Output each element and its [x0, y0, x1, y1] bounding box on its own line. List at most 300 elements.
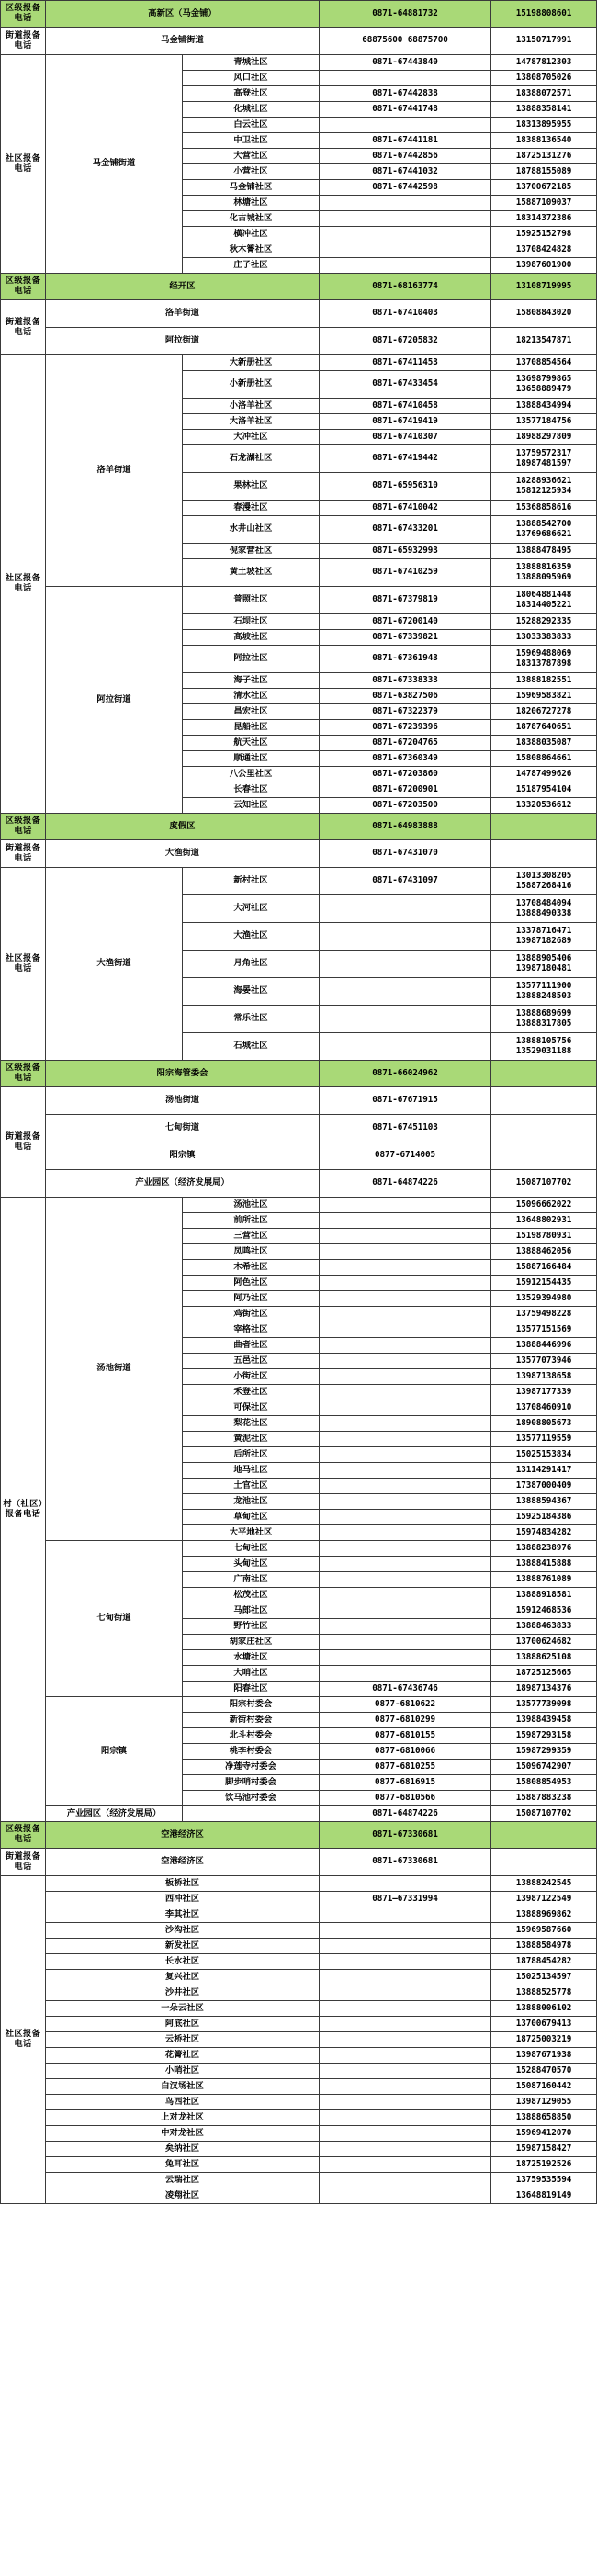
- community-mobile: 18388072571: [491, 86, 597, 102]
- street-row: [1, 328, 597, 355]
- community-name: 春漫社区: [183, 501, 320, 516]
- community-name: 土官社区: [183, 1479, 320, 1494]
- community-level-label: 村（社区）报备电话: [1, 1198, 46, 1822]
- community-tel: [320, 2126, 491, 2142]
- community-mobile: 13759498228: [491, 1307, 597, 1322]
- community-name: 禾登社区: [183, 1385, 320, 1400]
- community-tel: [320, 118, 491, 133]
- community-tel: [320, 1650, 491, 1666]
- community-name: 云瑞社区: [46, 2173, 320, 2188]
- community-mobile: 13888462056: [491, 1244, 597, 1260]
- community-name: 石坝社区: [183, 614, 320, 630]
- community-name: 鸡街社区: [183, 1307, 320, 1322]
- community-mobile: 13888446996: [491, 1338, 597, 1354]
- community-mobile: 18988297809: [491, 430, 597, 445]
- community-name: 李其社区: [46, 1907, 320, 1923]
- community-tel: [320, 1463, 491, 1479]
- community-name: 黄土坡社区: [183, 559, 320, 587]
- community-mobile: 15087160442: [491, 2079, 597, 2095]
- community-row: [1, 2142, 597, 2157]
- community-tel: [320, 1525, 491, 1541]
- community-tel: 0871-67410042: [320, 501, 491, 516]
- community-tel: [320, 1244, 491, 1260]
- street-name: 阳宗镇: [46, 1142, 320, 1170]
- community-row: [1, 2032, 597, 2048]
- community-tel: 0871-67200140: [320, 614, 491, 630]
- community-tel: 0871-67431097: [320, 868, 491, 895]
- community-tel: [320, 1939, 491, 1954]
- community-tel: [320, 2079, 491, 2095]
- community-mobile: 13700679413: [491, 2017, 597, 2032]
- community-mobile: 13888434994: [491, 399, 597, 414]
- street-tel: 0871-67451103: [320, 1115, 491, 1142]
- street-level-label: 街道报备电话: [1, 1849, 46, 1876]
- community-mobile: 13988439458: [491, 1713, 597, 1728]
- street-name: 汤池街道: [46, 1087, 320, 1115]
- community-mobile: 15887109037: [491, 196, 597, 211]
- street-name: 大渔街道: [46, 840, 320, 868]
- community-mobile: 15808864661: [491, 751, 597, 767]
- district-level-label: 区级报备电话: [1, 274, 46, 300]
- community-tel: [320, 1479, 491, 1494]
- community-mobile: 13577184756: [491, 414, 597, 430]
- community-name: 长春社区: [183, 782, 320, 798]
- community-tel: [320, 2157, 491, 2173]
- community-name: 西冲社区: [46, 1892, 320, 1907]
- community-name: 兔耳社区: [46, 2157, 320, 2173]
- community-name: 小营社区: [183, 164, 320, 180]
- community-name: 北斗村委会: [183, 1728, 320, 1744]
- community-mobile: 13577119559: [491, 1432, 597, 1447]
- community-tel: [320, 1385, 491, 1400]
- community-mobile: 15987299359: [491, 1744, 597, 1760]
- street-mobile: [491, 1115, 597, 1142]
- street-group-name: 马金铺街道: [46, 55, 183, 274]
- community-tel: [320, 1276, 491, 1291]
- community-tel: [320, 2173, 491, 2188]
- community-mobile: 13888525778: [491, 1985, 597, 2001]
- district-level-label: 区级报备电话: [1, 814, 46, 840]
- community-name: 小新册社区: [183, 371, 320, 399]
- community-mobile: 13888658850: [491, 2110, 597, 2126]
- community-tel: [320, 1260, 491, 1276]
- community-name: 白云社区: [183, 118, 320, 133]
- community-mobile: 13700672185: [491, 180, 597, 196]
- community-row: [1, 2157, 597, 2173]
- community-name: 七甸社区: [183, 1541, 320, 1557]
- community-tel: [320, 1338, 491, 1354]
- community-name: 阿拉社区: [183, 646, 320, 673]
- community-tel: 0871-67204765: [320, 736, 491, 751]
- community-row: [1, 55, 597, 71]
- community-mobile: 13888905406 13987180481: [491, 951, 597, 978]
- community-name: 果林社区: [183, 473, 320, 501]
- community-tel: 0871-67433454: [320, 371, 491, 399]
- community-tel: [320, 1494, 491, 1510]
- community-name: 脚步哨村委会: [183, 1775, 320, 1791]
- community-mobile: 13013308205 15887268416: [491, 868, 597, 895]
- community-name: 凤鸣社区: [183, 1244, 320, 1260]
- community-name: 大哨社区: [183, 1666, 320, 1682]
- street-name: 马金铺街道: [46, 28, 320, 55]
- street-tel: 0877-6714005: [320, 1142, 491, 1170]
- community-tel: [320, 1635, 491, 1650]
- community-mobile: 13987129055: [491, 2095, 597, 2110]
- community-name: 大营社区: [183, 149, 320, 164]
- community-mobile: 15025134597: [491, 1970, 597, 1985]
- community-name: 青城社区: [183, 55, 320, 71]
- community-name: 沙井社区: [46, 1985, 320, 2001]
- community-tel: [320, 196, 491, 211]
- community-mobile: 18725131276: [491, 149, 597, 164]
- community-tel: [320, 242, 491, 258]
- district-mobile: [491, 1061, 597, 1087]
- street-mobile: [491, 1142, 597, 1170]
- community-tel: 0871-67379819: [320, 587, 491, 614]
- community-name: 阿底社区: [46, 2017, 320, 2032]
- community-tel: [320, 1970, 491, 1985]
- community-mobile: 13529394980: [491, 1291, 597, 1307]
- community-name: 月角社区: [183, 951, 320, 978]
- community-mobile: 15288292335: [491, 614, 597, 630]
- community-name: 清水社区: [183, 689, 320, 704]
- community-tel: [320, 2095, 491, 2110]
- community-mobile: 17387000409: [491, 1479, 597, 1494]
- community-tel: 0871-67441032: [320, 164, 491, 180]
- community-tel: [320, 2110, 491, 2126]
- community-tel: 0871-67442856: [320, 149, 491, 164]
- street-group-name: 汤池街道: [46, 1198, 183, 1541]
- community-mobile: 13888689699 13888317805: [491, 1006, 597, 1033]
- district-tel: 0871-64983888: [320, 814, 491, 840]
- community-mobile: 15969583821: [491, 689, 597, 704]
- community-tel: [320, 2001, 491, 2017]
- community-tel: [320, 211, 491, 227]
- community-tel: 0877-6810155: [320, 1728, 491, 1744]
- community-mobile: 14787499626: [491, 767, 597, 782]
- community-mobile: 13698799865 13658889479: [491, 371, 597, 399]
- community-name: 风口社区: [183, 71, 320, 86]
- district-tel: 0871-66024962: [320, 1061, 491, 1087]
- community-name: 龙池社区: [183, 1494, 320, 1510]
- community-mobile: 18908805673: [491, 1416, 597, 1432]
- community-mobile: 18787640651: [491, 720, 597, 736]
- street-tel: 0871-67330681: [320, 1849, 491, 1876]
- community-tel: 0877-6810622: [320, 1697, 491, 1713]
- community-tel: 0871-67361943: [320, 646, 491, 673]
- community-name: 沙沟社区: [46, 1923, 320, 1939]
- community-name: 松茂社区: [183, 1588, 320, 1603]
- community-name: 头甸社区: [183, 1557, 320, 1572]
- community-name: 阿色社区: [183, 1276, 320, 1291]
- community-name: 昌宏社区: [183, 704, 320, 720]
- community-tel: 0871-67441181: [320, 133, 491, 149]
- community-tel: [320, 1557, 491, 1572]
- street-mobile: 15087107702: [491, 1170, 597, 1198]
- district-tel: 0871-67330681: [320, 1822, 491, 1849]
- community-mobile: 13708460910: [491, 1400, 597, 1416]
- street-mobile: 15808843020: [491, 300, 597, 328]
- community-mobile: 13888415888: [491, 1557, 597, 1572]
- district-tel: 0871-68163774: [320, 274, 491, 300]
- district-name: 空港经济区: [46, 1822, 320, 1849]
- community-row: [1, 2064, 597, 2079]
- community-name: 汤池社区: [183, 1198, 320, 1213]
- community-name: 上对龙社区: [46, 2110, 320, 2126]
- street-level-label: 街道报备电话: [1, 840, 46, 868]
- community-tel: [320, 1923, 491, 1939]
- community-name: 庄子社区: [183, 258, 320, 274]
- community-name: 云知社区: [183, 798, 320, 814]
- community-name: 高登社区: [183, 86, 320, 102]
- community-tel: [320, 1876, 491, 1892]
- community-tel: 0871-67203500: [320, 798, 491, 814]
- street-group-name: 产业园区（经济发展局）: [46, 1806, 183, 1822]
- community-mobile: 18388136540: [491, 133, 597, 149]
- community-mobile: 18987134376: [491, 1682, 597, 1697]
- community-name: 横冲社区: [183, 227, 320, 242]
- community-row: [1, 2173, 597, 2188]
- district-header-row: [1, 1, 597, 28]
- street-group-name: 大渔街道: [46, 868, 183, 1061]
- community-tel: 0871-67410458: [320, 399, 491, 414]
- street-group-name: 洛羊街道: [46, 355, 183, 587]
- community-mobile: 15288470570: [491, 2064, 597, 2079]
- district-name: 度假区: [46, 814, 320, 840]
- street-tel: 0871-67671915: [320, 1087, 491, 1115]
- community-tel: 0871-67419419: [320, 414, 491, 430]
- community-name: 饮马池村委会: [183, 1791, 320, 1806]
- community-tel: [320, 2142, 491, 2157]
- community-tel: [320, 1198, 491, 1213]
- street-row: [1, 1170, 597, 1198]
- community-level-label: 社区报备电话: [1, 868, 46, 1061]
- community-name: 矣纳社区: [46, 2142, 320, 2157]
- district-header-row: [1, 1822, 597, 1849]
- community-tel: [320, 1447, 491, 1463]
- community-tel: 0877-6810066: [320, 1744, 491, 1760]
- community-tel: [320, 1432, 491, 1447]
- community-row: [1, 1892, 597, 1907]
- community-name: 大新册社区: [183, 355, 320, 371]
- community-name: 昆船社区: [183, 720, 320, 736]
- community-tel: [320, 1400, 491, 1416]
- community-tel: 0871-67436746: [320, 1682, 491, 1697]
- street-row: [1, 300, 597, 328]
- community-mobile: 13888242545: [491, 1876, 597, 1892]
- community-tel: 0877-6816915: [320, 1775, 491, 1791]
- community-mobile: 18064881448 18314405221: [491, 587, 597, 614]
- community-name: 阳宗村委会: [183, 1697, 320, 1713]
- district-mobile: 15198808601: [491, 1, 597, 28]
- community-name: 凌翔社区: [46, 2188, 320, 2204]
- community-tel: 0871-64874226: [320, 1806, 491, 1822]
- community-name: 净莲寺村委会: [183, 1760, 320, 1775]
- community-mobile: 15187954104: [491, 782, 597, 798]
- community-name: 八公里社区: [183, 767, 320, 782]
- community-name: 航天社区: [183, 736, 320, 751]
- community-name: 常乐社区: [183, 1006, 320, 1033]
- community-tel: 0877-6810566: [320, 1791, 491, 1806]
- district-mobile: 13108719995: [491, 274, 597, 300]
- community-name: 前所社区: [183, 1213, 320, 1229]
- community-name: 地马社区: [183, 1463, 320, 1479]
- community-name: 宰格社区: [183, 1322, 320, 1338]
- community-tel: [320, 951, 491, 978]
- community-mobile: 18725125665: [491, 1666, 597, 1682]
- community-mobile: 15969587660: [491, 1923, 597, 1939]
- community-mobile: 13888625108: [491, 1650, 597, 1666]
- community-tel: 0871-67200901: [320, 782, 491, 798]
- community-name: 倪家营社区: [183, 544, 320, 559]
- district-name: 阳宗海管委会: [46, 1061, 320, 1087]
- community-name: 海晏社区: [183, 978, 320, 1006]
- community-name: 马金铺社区: [183, 180, 320, 196]
- street-tel: 0871-67410403: [320, 300, 491, 328]
- community-name: 三营社区: [183, 1229, 320, 1244]
- community-tel: 0871-67410307: [320, 430, 491, 445]
- community-tel: 0871-67442598: [320, 180, 491, 196]
- street-level-label: 街道报备电话: [1, 300, 46, 355]
- community-name: 阳春社区: [183, 1682, 320, 1697]
- community-level-label: 社区报备电话: [1, 55, 46, 274]
- community-mobile: 13759572317 18987481597: [491, 445, 597, 473]
- community-row: [1, 2048, 597, 2064]
- community-mobile: 13577111900 13888248503: [491, 978, 597, 1006]
- community-tel: 0871-67419442: [320, 445, 491, 473]
- street-name: 阿拉街道: [46, 328, 320, 355]
- community-tel: 0871-67339821: [320, 630, 491, 646]
- community-mobile: 18725192526: [491, 2157, 597, 2173]
- community-tel: [320, 895, 491, 923]
- community-mobile: 18206727278: [491, 704, 597, 720]
- community-tel: [320, 1619, 491, 1635]
- community-mobile: 15198780931: [491, 1229, 597, 1244]
- community-name: 化城社区: [183, 102, 320, 118]
- community-tel: [320, 1907, 491, 1923]
- community-name: 云桥社区: [46, 2032, 320, 2048]
- community-mobile: 13888006102: [491, 2001, 597, 2017]
- community-mobile: 13987671938: [491, 2048, 597, 2064]
- street-row: [1, 28, 597, 55]
- community-tel: [320, 1416, 491, 1432]
- community-mobile: 15887166484: [491, 1260, 597, 1276]
- community-name: 复兴社区: [46, 1970, 320, 1985]
- community-tel: [320, 2064, 491, 2079]
- community-row: [1, 1939, 597, 1954]
- community-name: 中对龙社区: [46, 2126, 320, 2142]
- community-mobile: 13577151569: [491, 1322, 597, 1338]
- community-mobile: 13577739098: [491, 1697, 597, 1713]
- community-mobile: 15912154435: [491, 1276, 597, 1291]
- community-mobile: 15969488069 18313787898: [491, 646, 597, 673]
- community-mobile: 13987177339: [491, 1385, 597, 1400]
- community-name: 野竹社区: [183, 1619, 320, 1635]
- district-level-label: 区级报备电话: [1, 1, 46, 28]
- community-mobile: 13577073946: [491, 1354, 597, 1369]
- community-name: 板桥社区: [46, 1876, 320, 1892]
- community-mobile: 15087107702: [491, 1806, 597, 1822]
- community-tel: [320, 1369, 491, 1385]
- community-mobile: 14787812303: [491, 55, 597, 71]
- community-mobile: 13987601900: [491, 258, 597, 274]
- community-name: 一朵云社区: [46, 2001, 320, 2017]
- community-mobile: 13888761089: [491, 1572, 597, 1588]
- community-tel: [320, 1354, 491, 1369]
- district-header-row: [1, 814, 597, 840]
- community-name: 长水社区: [46, 1954, 320, 1970]
- community-mobile: 15987158427: [491, 2142, 597, 2157]
- community-name: 马郎社区: [183, 1603, 320, 1619]
- community-name: 秋木箐社区: [183, 242, 320, 258]
- street-mobile: [491, 1849, 597, 1876]
- community-mobile: 13700624682: [491, 1635, 597, 1650]
- community-name: 桃李村委会: [183, 1744, 320, 1760]
- community-name: 五邑社区: [183, 1354, 320, 1369]
- community-name: 顺通社区: [183, 751, 320, 767]
- community-tel: [320, 258, 491, 274]
- community-tel: [320, 1666, 491, 1682]
- community-name: 后所社区: [183, 1447, 320, 1463]
- community-row: [1, 2188, 597, 2204]
- community-name: 大冲社区: [183, 430, 320, 445]
- street-level-label: 街道报备电话: [1, 1087, 46, 1198]
- community-mobile: 15925184386: [491, 1510, 597, 1525]
- district-mobile: [491, 814, 597, 840]
- street-name: 七甸街道: [46, 1115, 320, 1142]
- community-mobile: 13888594367: [491, 1494, 597, 1510]
- community-mobile: 13320536612: [491, 798, 597, 814]
- community-name: 新发社区: [46, 1939, 320, 1954]
- community-row: [1, 1954, 597, 1970]
- community-name: 木希社区: [183, 1260, 320, 1276]
- community-tel: [320, 923, 491, 951]
- community-name: 大平地社区: [183, 1525, 320, 1541]
- community-mobile: 13888478495: [491, 544, 597, 559]
- community-mobile: 13888918581: [491, 1588, 597, 1603]
- street-tel: 68875600 68875700: [320, 28, 491, 55]
- community-tel: 0871—67331994: [320, 1892, 491, 1907]
- community-name: 黄泥社区: [183, 1432, 320, 1447]
- community-tel: [320, 1006, 491, 1033]
- community-row: [1, 2017, 597, 2032]
- community-row: [1, 355, 597, 371]
- community-mobile: 13648802931: [491, 1213, 597, 1229]
- street-name: 产业园区（经济发展局）: [46, 1170, 320, 1198]
- community-tel: [320, 2032, 491, 2048]
- community-mobile: 13708484094 13888490338: [491, 895, 597, 923]
- community-tel: [320, 1033, 491, 1061]
- community-row: [1, 1541, 597, 1557]
- community-tel: [320, 1510, 491, 1525]
- community-mobile: 18725003219: [491, 2032, 597, 2048]
- community-mobile: 15808854953: [491, 1775, 597, 1791]
- street-row: [1, 1142, 597, 1170]
- community-tel: [320, 1572, 491, 1588]
- community-row: [1, 2126, 597, 2142]
- community-name: 阿乃社区: [183, 1291, 320, 1307]
- district-level-label: 区级报备电话: [1, 1061, 46, 1087]
- community-tel: [320, 1291, 491, 1307]
- community-name: 梨花社区: [183, 1416, 320, 1432]
- community-name: 石龙湖社区: [183, 445, 320, 473]
- community-name: 新街村委会: [183, 1713, 320, 1728]
- community-tel: [320, 978, 491, 1006]
- community-mobile: 15368858616: [491, 501, 597, 516]
- community-tel: [320, 227, 491, 242]
- community-row: [1, 2095, 597, 2110]
- community-name: 小哨社区: [46, 2064, 320, 2079]
